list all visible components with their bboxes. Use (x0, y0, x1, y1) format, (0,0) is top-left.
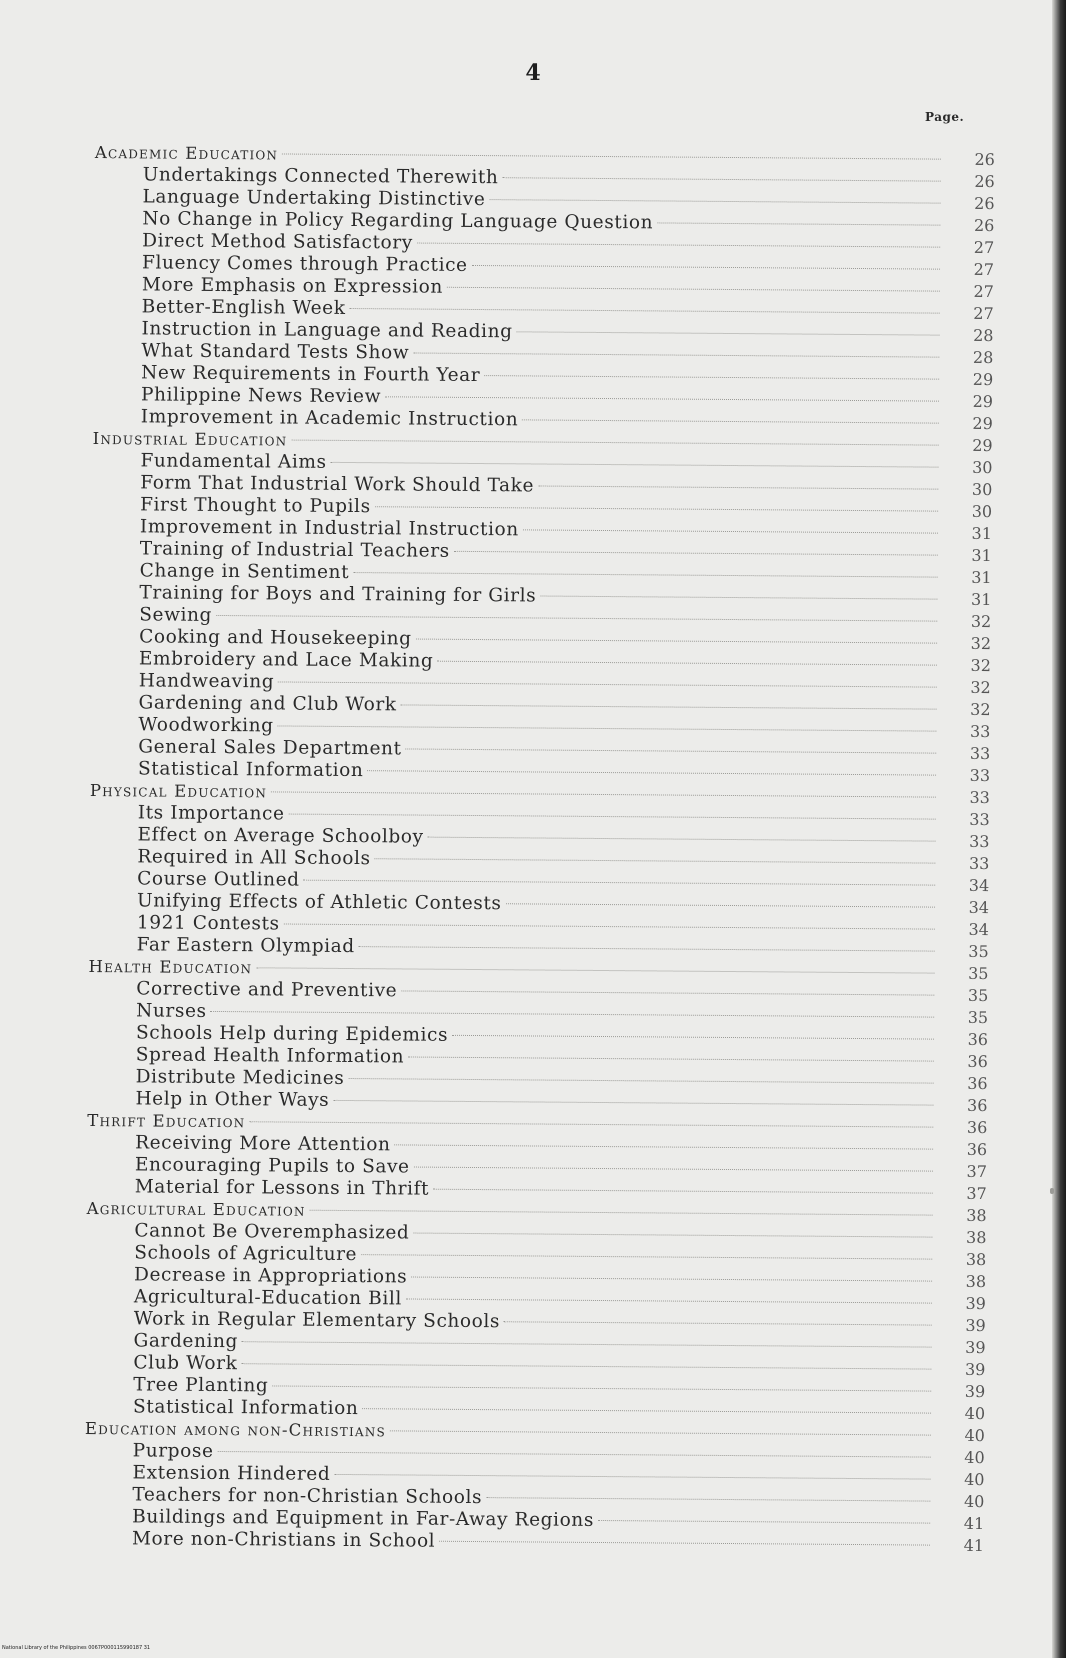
toc-page-number: 36 (967, 1073, 988, 1094)
dot-leader (447, 286, 940, 292)
dot-leader (284, 923, 935, 930)
toc-entry-title: Decrease in Appropriations (134, 1264, 408, 1288)
toc-entry-title: New Requirements in Fourth Year (141, 362, 481, 387)
dot-leader (408, 1055, 934, 1061)
dot-leader (657, 221, 940, 225)
toc-entry-title: Material for Lessons in Thrift (134, 1176, 430, 1200)
toc-page-number: 31 (971, 545, 992, 566)
dot-leader (304, 879, 936, 886)
dot-leader (504, 1320, 932, 1325)
toc-entry-title: Course Outlined (137, 868, 300, 891)
toc-page-number: 34 (968, 875, 990, 896)
dot-leader (291, 439, 938, 446)
dot-leader (271, 790, 936, 797)
dot-leader (348, 1077, 933, 1084)
toc-page-number: 31 (971, 567, 992, 588)
dot-leader (211, 1010, 935, 1018)
dot-leader (242, 1340, 932, 1347)
dot-leader (489, 198, 940, 204)
dot-leader (218, 1450, 931, 1458)
toc-page-number: 39 (965, 1337, 986, 1358)
dot-leader (361, 1253, 932, 1259)
toc-page-number: 35 (968, 963, 989, 984)
dot-leader (414, 1166, 933, 1172)
footer-credit: National Library of the Philippines 0067P000115990187 31 (2, 1645, 151, 1651)
dot-leader (502, 176, 940, 181)
toc-entry-title: Distribute Medicines (135, 1066, 345, 1089)
dot-leader (401, 989, 934, 995)
toc-entry-title: Tree Planting (133, 1374, 269, 1397)
toc-page-number: 36 (966, 1117, 988, 1138)
toc-section-title: Physical Education (89, 780, 268, 802)
toc-page-number: 28 (973, 325, 994, 346)
dot-leader (433, 1188, 933, 1194)
dot-leader (517, 330, 940, 335)
dot-leader (406, 747, 937, 753)
dot-leader (416, 638, 937, 644)
toc-entry-title: First Thought to Pupils (140, 494, 371, 518)
toc-entry-title: 1921 Contests (136, 912, 280, 935)
toc-entry-title: Woodworking (138, 714, 274, 737)
toc-entry-title: Gardening (133, 1330, 239, 1353)
toc-page-number: 29 (972, 369, 994, 390)
toc-page-number: 31 (971, 589, 992, 610)
toc-section-title: Thrift Education (87, 1110, 246, 1132)
toc-page-number: 39 (964, 1381, 986, 1402)
toc-entry-title: No Change in Policy Regarding Language Question (142, 208, 654, 234)
toc-page-number: 35 (967, 1007, 989, 1028)
dot-leader (428, 836, 936, 842)
toc-entry-title: Direct Method Satisfactory (142, 230, 413, 254)
toc-section-title: Agricultural Education (86, 1198, 306, 1220)
toc-section-title: Health Education (88, 956, 253, 978)
toc-entry-title: Cannot Be Overemphasized (134, 1220, 410, 1244)
toc-entry-title: Extension Hindered (132, 1462, 331, 1485)
toc-page-number: 38 (965, 1227, 987, 1248)
dot-leader (359, 945, 935, 952)
dot-leader (278, 680, 937, 687)
toc-entry-title: Club Work (133, 1352, 238, 1375)
dot-leader (333, 1099, 933, 1106)
dot-leader (506, 902, 935, 907)
toc-entry-title: Encouraging Pupils to Save (134, 1154, 410, 1178)
toc-page-number: 32 (970, 611, 992, 632)
toc-page-number: 26 (974, 171, 995, 192)
toc-page-number: 38 (965, 1271, 987, 1292)
toc-entry-title: Embroidery and Lace Making (138, 648, 434, 672)
toc-entry-title: What Standard Tests Show (141, 340, 410, 364)
toc-page-number: 30 (972, 457, 993, 478)
toc-entry-title: Gardening and Club Work (138, 692, 397, 716)
page-column-label: Page. (925, 110, 965, 124)
toc-page-number: 27 (973, 237, 995, 258)
toc-entry-title: Work in Regular Elementary Schools (133, 1308, 501, 1333)
toc-entry-title: Its Importance (137, 802, 285, 825)
toc-page-number: 26 (974, 193, 995, 214)
dot-leader (395, 1143, 934, 1149)
dot-leader (350, 307, 940, 314)
toc-entry-title: Statistical Information (137, 758, 364, 782)
toc-entry-title: Agricultural-Education Bill (133, 1286, 403, 1310)
dot-leader (216, 614, 937, 622)
page-edge-shadow (1052, 0, 1066, 1658)
table-of-contents (84, 142, 995, 1557)
toc-page-number: 37 (966, 1161, 988, 1182)
toc-entry-title: Receiving More Attention (135, 1132, 391, 1156)
dot-leader (331, 461, 939, 468)
dot-leader (385, 395, 939, 401)
toc-page-number: 29 (972, 413, 993, 434)
toc-page-number: 30 (971, 501, 993, 522)
toc-page-number: 28 (972, 347, 994, 368)
toc-page-number: 32 (970, 633, 992, 654)
dot-leader (540, 595, 937, 600)
toc-entry-title: Far Eastern Olympiad (136, 934, 355, 958)
dot-leader (282, 152, 941, 159)
toc-page-number: 41 (963, 1513, 985, 1534)
dot-leader (452, 1034, 934, 1040)
dot-leader (401, 703, 937, 709)
toc-page-number: 29 (972, 391, 994, 412)
dot-leader (413, 352, 939, 358)
dot-leader (439, 1540, 930, 1546)
toc-entry-title: Training of Industrial Teachers (139, 538, 450, 562)
toc-page-number: 33 (969, 765, 991, 786)
toc-entry-title: Buildings and Equipment in Far-Away Regions (132, 1506, 595, 1531)
toc-page-number: 35 (967, 985, 989, 1006)
dot-leader (413, 1232, 932, 1238)
toc-entry-title: Sewing (139, 604, 213, 626)
toc-page-number: 27 (973, 303, 994, 324)
toc-entry-title: More Emphasis on Expression (141, 274, 443, 298)
dot-leader (523, 528, 938, 533)
toc-page-number: 29 (972, 435, 993, 456)
toc-entry-title: Unifying Effects of Athletic Contests (136, 890, 502, 915)
toc-entry-title: Effect on Average Schoolboy (137, 824, 424, 848)
dot-leader (278, 724, 937, 731)
page-number: 4 (525, 60, 541, 86)
toc-page-number: 40 (964, 1425, 985, 1446)
toc-entry-title: Change in Sentiment (139, 560, 350, 584)
dot-leader (472, 264, 940, 270)
toc-page-number: 40 (964, 1469, 985, 1490)
dot-leader (256, 966, 934, 973)
toc-page-number: 32 (970, 677, 991, 698)
toc-section-title: Education among non-Christians (84, 1418, 387, 1441)
toc-entry-title: Undertakings Connected Therewith (142, 164, 499, 189)
toc-page-number: 32 (970, 699, 991, 720)
toc-page-number: 36 (967, 1095, 988, 1116)
dot-leader (375, 857, 936, 863)
dot-leader (522, 418, 939, 423)
toc-page-number: 33 (969, 721, 991, 742)
toc-page-number: 39 (964, 1359, 986, 1380)
toc-page-number: 40 (963, 1491, 985, 1512)
toc-page-number: 38 (965, 1249, 987, 1270)
toc-page-number: 30 (971, 479, 993, 500)
toc-page-number: 33 (969, 743, 991, 764)
dot-leader (353, 571, 937, 578)
toc-page-number: 37 (966, 1183, 987, 1204)
dot-leader (310, 1209, 933, 1216)
toc-entry-title: Schools of Agriculture (134, 1242, 358, 1266)
toc-entry-title: Training for Boys and Training for Girls (139, 582, 537, 607)
toc-page-number: 26 (973, 215, 995, 236)
toc-page-number: 40 (964, 1403, 986, 1424)
toc-page-number: 33 (969, 831, 990, 852)
toc-entry-title: Help in Other Ways (135, 1088, 330, 1111)
dot-leader (272, 1384, 931, 1391)
toc-page-number: 41 (963, 1535, 985, 1556)
dot-leader (437, 660, 937, 666)
toc-entry-title: Better-English Week (141, 296, 346, 319)
toc-entry-title: Purpose (132, 1440, 214, 1462)
toc-entry-title: Form That Industrial Work Should Take (140, 472, 535, 497)
toc-page-number: 36 (966, 1139, 988, 1160)
toc-page-number: 36 (967, 1051, 988, 1072)
toc-page-number: 36 (967, 1029, 989, 1050)
dot-leader (486, 1496, 930, 1501)
dot-leader (362, 1407, 931, 1413)
dot-leader (484, 374, 939, 380)
toc-entry-title: Fluency Comes through Practice (141, 252, 468, 276)
toc-entry-title: Statistical Information (132, 1396, 359, 1420)
toc-page-number: 26 (974, 149, 995, 170)
toc-entry-title: More non-Christians in School (131, 1528, 436, 1552)
toc-page-number: 33 (968, 853, 990, 874)
toc-page-number: 27 (973, 281, 994, 302)
dot-leader (249, 1120, 933, 1127)
dot-leader (406, 1297, 932, 1303)
toc-page-number: 39 (965, 1293, 986, 1314)
dot-leader (289, 813, 936, 820)
toc-entry-title: General Sales Department (138, 736, 402, 760)
dot-leader (598, 1519, 930, 1524)
toc-entry-title: Schools Help during Epidemics (135, 1022, 449, 1046)
dot-leader (375, 505, 938, 511)
scan-speck (1050, 1188, 1054, 1194)
toc-entry-title: Corrective and Preventive (136, 978, 398, 1002)
toc-page-number: 33 (969, 787, 990, 808)
dot-leader (538, 484, 938, 489)
toc-page-number: 40 (964, 1447, 985, 1468)
dot-leader (390, 1429, 931, 1435)
toc-page-number: 34 (968, 897, 990, 918)
toc-page-number: 31 (971, 523, 993, 544)
toc-entry-title: Improvement in Industrial Instruction (139, 516, 519, 541)
dot-leader (417, 242, 940, 248)
dot-leader (334, 1473, 930, 1480)
toc-entry-title: Teachers for non-Christian Schools (132, 1484, 483, 1509)
toc-entry-title: Cooking and Housekeeping (139, 626, 412, 650)
toc-entry-title: Improvement in Academic Instruction (140, 406, 519, 431)
toc-entry-title: Philippine News Review (140, 384, 382, 408)
toc-page-number: 32 (970, 655, 991, 676)
toc-section-title: Industrial Education (92, 428, 288, 450)
toc-page-number: 33 (969, 809, 990, 830)
toc-page-number: 35 (968, 941, 989, 962)
toc-page-number: 27 (973, 259, 995, 280)
toc-entry-title: Spread Health Information (135, 1044, 405, 1068)
toc-page-number: 39 (965, 1315, 986, 1336)
dot-leader (241, 1362, 931, 1369)
toc-entry-title: Nurses (136, 1000, 207, 1022)
toc-entry-title: Handweaving (138, 670, 275, 693)
toc-page-number: 38 (966, 1205, 987, 1226)
toc-page-number: 34 (968, 919, 989, 940)
toc-entry-title: Instruction in Language and Reading (141, 318, 513, 343)
dot-leader (411, 1276, 932, 1282)
toc-entry-title: Language Undertaking Distinctive (142, 186, 486, 211)
toc-section-title: Academic Education (94, 142, 279, 164)
toc-entry-title: Fundamental Aims (140, 450, 327, 473)
toc-entry-title: Required in All Schools (137, 846, 371, 870)
dot-leader (454, 550, 938, 556)
dot-leader (367, 769, 936, 775)
